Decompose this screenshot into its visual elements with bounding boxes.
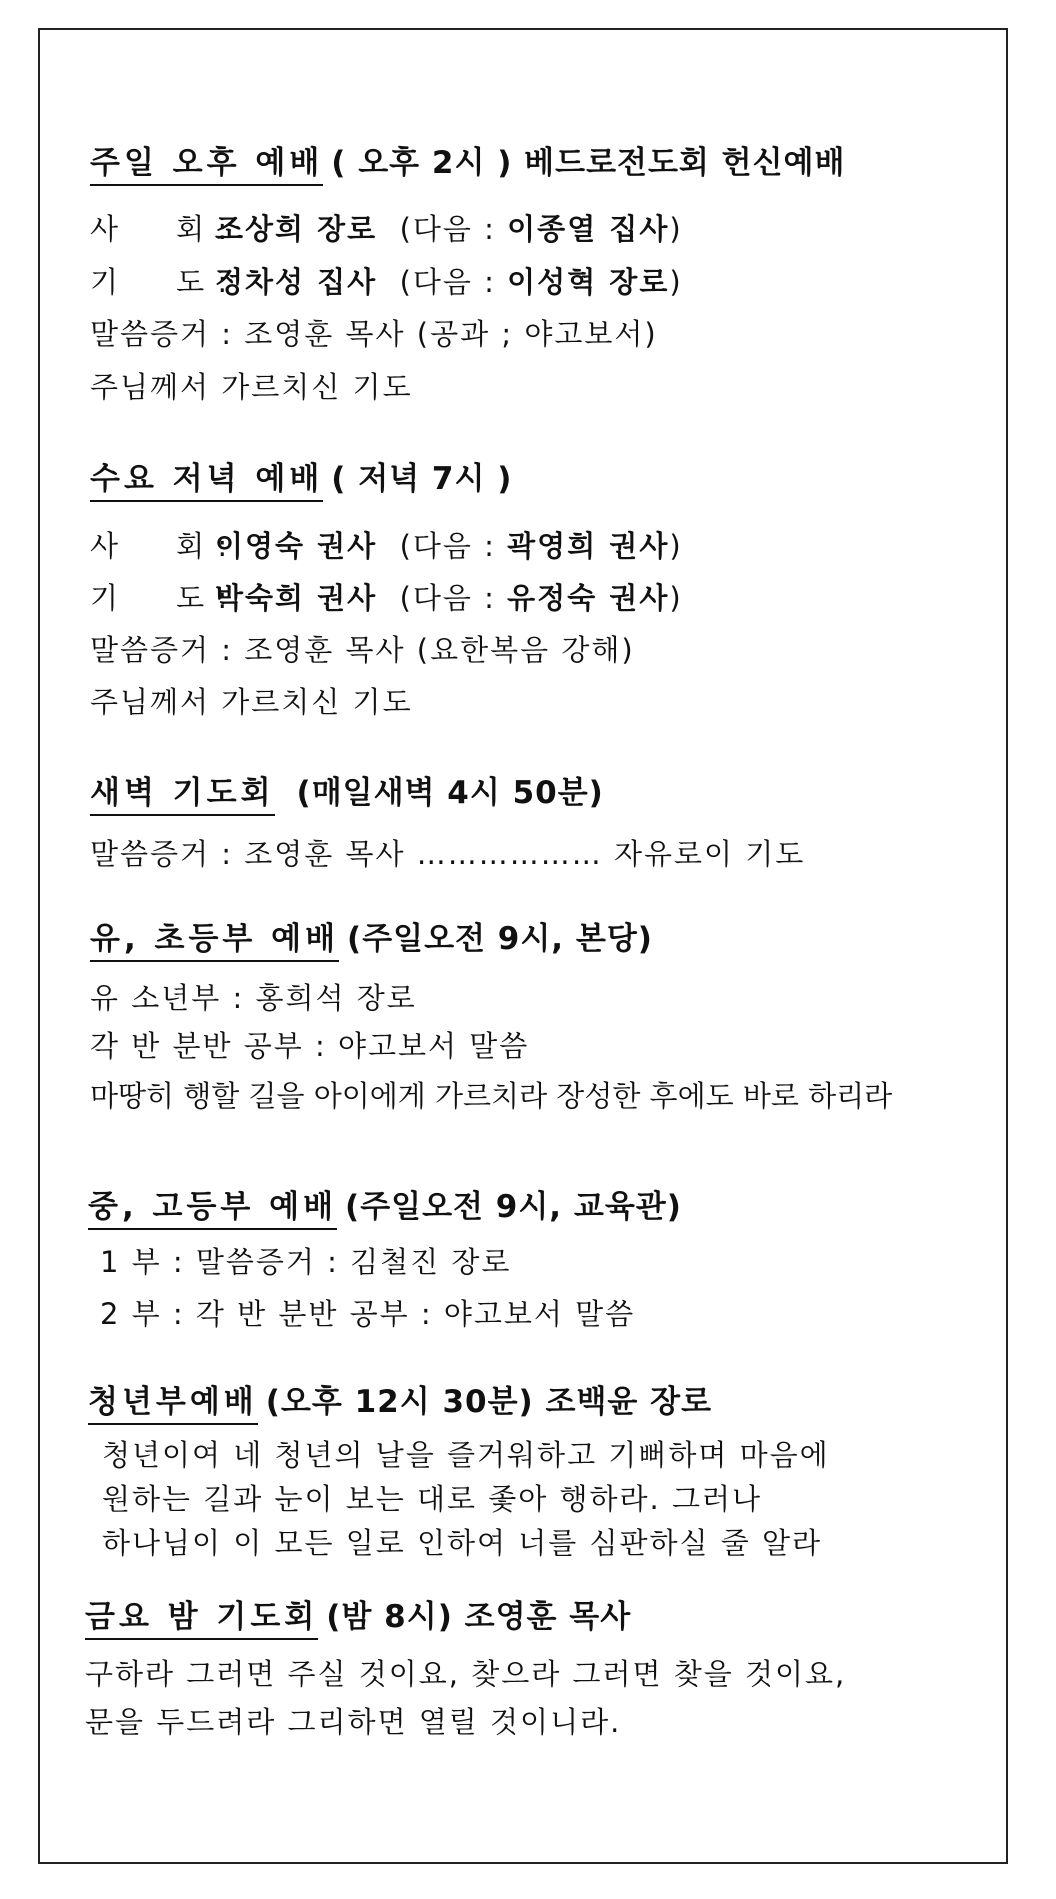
host-label: 사 회 : [90, 212, 230, 246]
section-subtitle: (매일새벽 4시 50분) [296, 775, 604, 811]
verse-line: 마땅히 행할 길을 아이에게 가르치라 장성한 후에도 바로 하리라 [90, 1079, 893, 1113]
section-title: 주일 오후 예배 [90, 148, 323, 186]
prayer-label: 기 도 : [90, 265, 230, 299]
host-name: 이영숙 권사 [215, 529, 378, 563]
section-subtitle: ( 저녁 7시 ) [331, 461, 513, 497]
section-title: 중, 고등부 예배 [88, 1192, 337, 1230]
sermon-line: 말씀증거 : 조영훈 목사 (요한복음 강해) [90, 633, 635, 667]
sermon-line: 말씀증거 : 조영훈 목사 (공과 ; 야고보서) [90, 317, 658, 351]
line-2: 2 부 : 각 반 분반 공부 : 야고보서 말씀 [100, 1297, 636, 1331]
section-heading [90, 921, 653, 962]
verse-line-2: 원하는 길과 눈이 보는 대로 좇아 행하라. 그러나 [102, 1482, 763, 1516]
host-line: 사 회 :이영숙 권사 (다음 : 곽영희 권사) [90, 529, 683, 563]
section-heading [85, 1599, 632, 1640]
section-title: 유, 초등부 예배 [90, 924, 339, 962]
next-host-name: 곽영희 권사 [507, 529, 670, 563]
verse-line-3: 하나님이 이 모든 일로 인하여 너를 심판하실 줄 알라 [102, 1526, 823, 1560]
section-heading [88, 1384, 713, 1425]
section-title: 청년부예배 [88, 1387, 258, 1425]
section-subtitle: (주일오전 9시, 본당) [347, 921, 653, 957]
host-label: 사 회 : [90, 529, 230, 563]
next-prefix: (다음 : [399, 529, 496, 563]
section-subtitle: (밤 8시) 조영훈 목사 [326, 1599, 632, 1635]
verse-line-1: 청년이여 네 청년의 날을 즐거워하고 기뻐하며 마음에 [102, 1438, 830, 1472]
host-line: 사 회 :조상희 장로 (다음 : 이종열 집사) [90, 212, 683, 246]
section-title: 새벽 기도회 [90, 778, 275, 816]
section-heading [90, 145, 846, 186]
lords-prayer-line: 주님께서 가르치신 기도 [90, 370, 413, 404]
lords-prayer-line: 주님께서 가르치신 기도 [90, 685, 413, 719]
prayer-name: 정차성 집사 [215, 265, 378, 299]
next-prayer-name: 이성혁 장로 [507, 265, 670, 299]
next-prefix: (다음 : [399, 212, 496, 246]
line-1: 유 소년부 : 홍희석 장로 [90, 981, 417, 1015]
verse-line-2: 문을 두드려라 그리하면 열릴 것이니라. [85, 1705, 622, 1739]
next-prefix: (다음 : [399, 265, 496, 299]
verse-line-1: 구하라 그러면 주실 것이요, 찾으라 그러면 찾을 것이요, [85, 1657, 847, 1691]
sermon-line: 말씀증거 : 조영훈 목사 ……………… 자유로이 기도 [90, 837, 806, 871]
section-subtitle: (오후 12시 30분) 조백윤 장로 [265, 1384, 713, 1420]
next-prayer-name: 유정숙 권사 [507, 581, 670, 615]
prayer-name: 박숙희 권사 [215, 581, 378, 615]
prayer-line: 기 도 :박숙희 권사 (다음 : 유정숙 권사) [90, 581, 683, 615]
section-title: 수요 저녁 예배 [90, 464, 323, 502]
line-1: 1 부 : 말씀증거 : 김철진 장로 [100, 1245, 512, 1279]
section-heading [90, 461, 513, 502]
next-host-name: 이종열 집사 [507, 212, 670, 246]
section-subtitle: (주일오전 9시, 교육관) [345, 1189, 682, 1225]
prayer-line: 기 도 :정차성 집사 (다음 : 이성혁 장로) [90, 265, 683, 299]
next-prefix: (다음 : [399, 581, 496, 615]
prayer-label: 기 도 : [90, 581, 230, 615]
line-2: 각 반 분반 공부 : 야고보서 말씀 [90, 1029, 530, 1063]
section-subtitle: ( 오후 2시 ) 베드로전도회 헌신예배 [331, 145, 846, 181]
host-name: 조상희 장로 [215, 212, 378, 246]
section-heading [88, 1189, 682, 1230]
section-heading [90, 775, 604, 816]
section-title: 금요 밤 기도회 [85, 1602, 318, 1640]
